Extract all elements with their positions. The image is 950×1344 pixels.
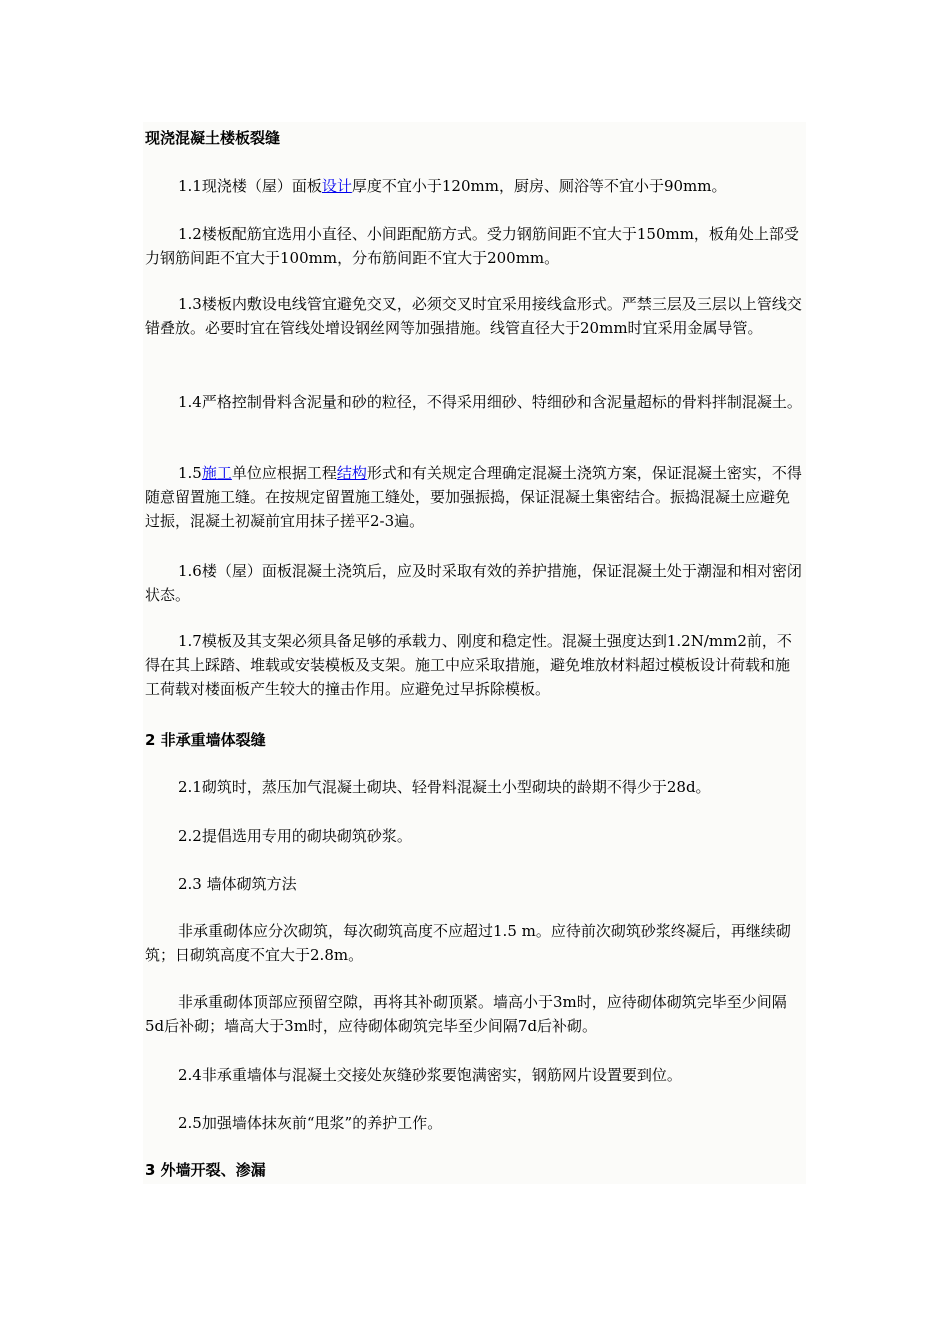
- construction-link[interactable]: 施工: [201, 464, 232, 482]
- paragraph-1-1: [145, 174, 804, 198]
- section-heading-3: 3 外墙开裂、渗漏: [145, 1161, 266, 1179]
- paragraph-1-6: 1.6楼（屋）面板混凝土浇筑后，应及时采取有效的养护措施，保证混凝土处于潮湿和相对密闭状态。: [145, 562, 802, 604]
- section-heading-1: 现浇混凝土楼板裂缝: [145, 129, 281, 147]
- paragraph-1-3: 1.3楼板内敷设电线管宜避免交叉，必须交叉时宜采用接线盒形式。严禁三层及三层以上管线交错叠放。必要时宜在管线处增设钢丝网等加强措施。线管直径大于20mm时宜采用金属导管。: [145, 295, 802, 337]
- paragraph-1-4: 1.4严格控制骨料含泥量和砂的粒径，不得采用细砂、特细砂和含泥量超标的骨料拌制混凝土。: [178, 393, 802, 411]
- paragraph-2-1: 2.1砌筑时，蒸压加气混凝土砌块、轻骨料混凝土小型砌块的龄期不得少于28d。: [178, 778, 711, 796]
- paragraph-1-5: [145, 461, 804, 533]
- paragraph-2-2: 2.2提倡选用专用的砌块砌筑砂浆。: [178, 827, 412, 845]
- paragraph-2-3-b: 非承重砌体顶部应预留空隙，再将其补砌顶紧。墙高小于3m时，应待砌体砌筑完毕至少间隔5d后补砌；墙高大于3m时，应待砌体砌筑完毕至少间隔7d后补砌。: [145, 993, 787, 1035]
- paragraph-1-1-text-b: 厚度不宜小于120mm，厨房、厕浴等不宜小于90mm。: [351, 177, 727, 195]
- paragraph-1-5-text-a: 1.5: [178, 464, 202, 482]
- paragraph-1-5-text-c: 形式和有关规定合理确定混凝土浇筑方案，保证混凝土密实，不得随意留置施工缝。在按规定留置施工缝处，要加强振捣，保证混凝土集密结合。振捣混凝土应避免过振，混凝土初凝前宜用抹子搓平2-3遍。: [145, 464, 802, 530]
- document-body: [143, 122, 806, 1184]
- paragraph-1-7: 1.7模板及其支架必须具备足够的承载力、刚度和稳定性。混凝土强度达到1.2N/mm2前，不得在其上踩踏、堆载或安装模板及支架。施工中应采取措施，避免堆放材料超过模板设计荷载和施工荷载对楼面板产生较大的撞击作用。应避免过早拆除模板。: [145, 632, 792, 698]
- paragraph-2-4: 2.4非承重墙体与混凝土交接处灰缝砂浆要饱满密实，钢筋网片设置要到位。: [178, 1066, 682, 1084]
- paragraph-2-5: 2.5加强墙体抹灰前“甩浆”的养护工作。: [178, 1114, 443, 1132]
- paragraph-2-3-a: 非承重砌体应分次砌筑，每次砌筑高度不应超过1.5 m。应待前次砌筑砂浆终凝后，再继续砌筑；日砌筑高度不宜大于2.8m。: [145, 922, 791, 964]
- paragraph-1-2: 1.2楼板配筋宜选用小直径、小间距配筋方式。受力钢筋间距不宜大于150mm，板角处上部受力钢筋间距不宜大于100mm，分布筋间距不宜大于200mm。: [145, 225, 799, 267]
- section-heading-2: 2 非承重墙体裂缝: [145, 731, 266, 749]
- paragraph-1-5-text-b: 单位应根据工程: [231, 464, 337, 482]
- paragraph-2-3: 2.3 墙体砌筑方法: [178, 875, 297, 893]
- structure-link[interactable]: 结构: [336, 464, 367, 482]
- design-link[interactable]: 设计: [321, 177, 352, 195]
- paragraph-1-1-text-a: 1.1现浇楼（屋）面板: [178, 177, 322, 195]
